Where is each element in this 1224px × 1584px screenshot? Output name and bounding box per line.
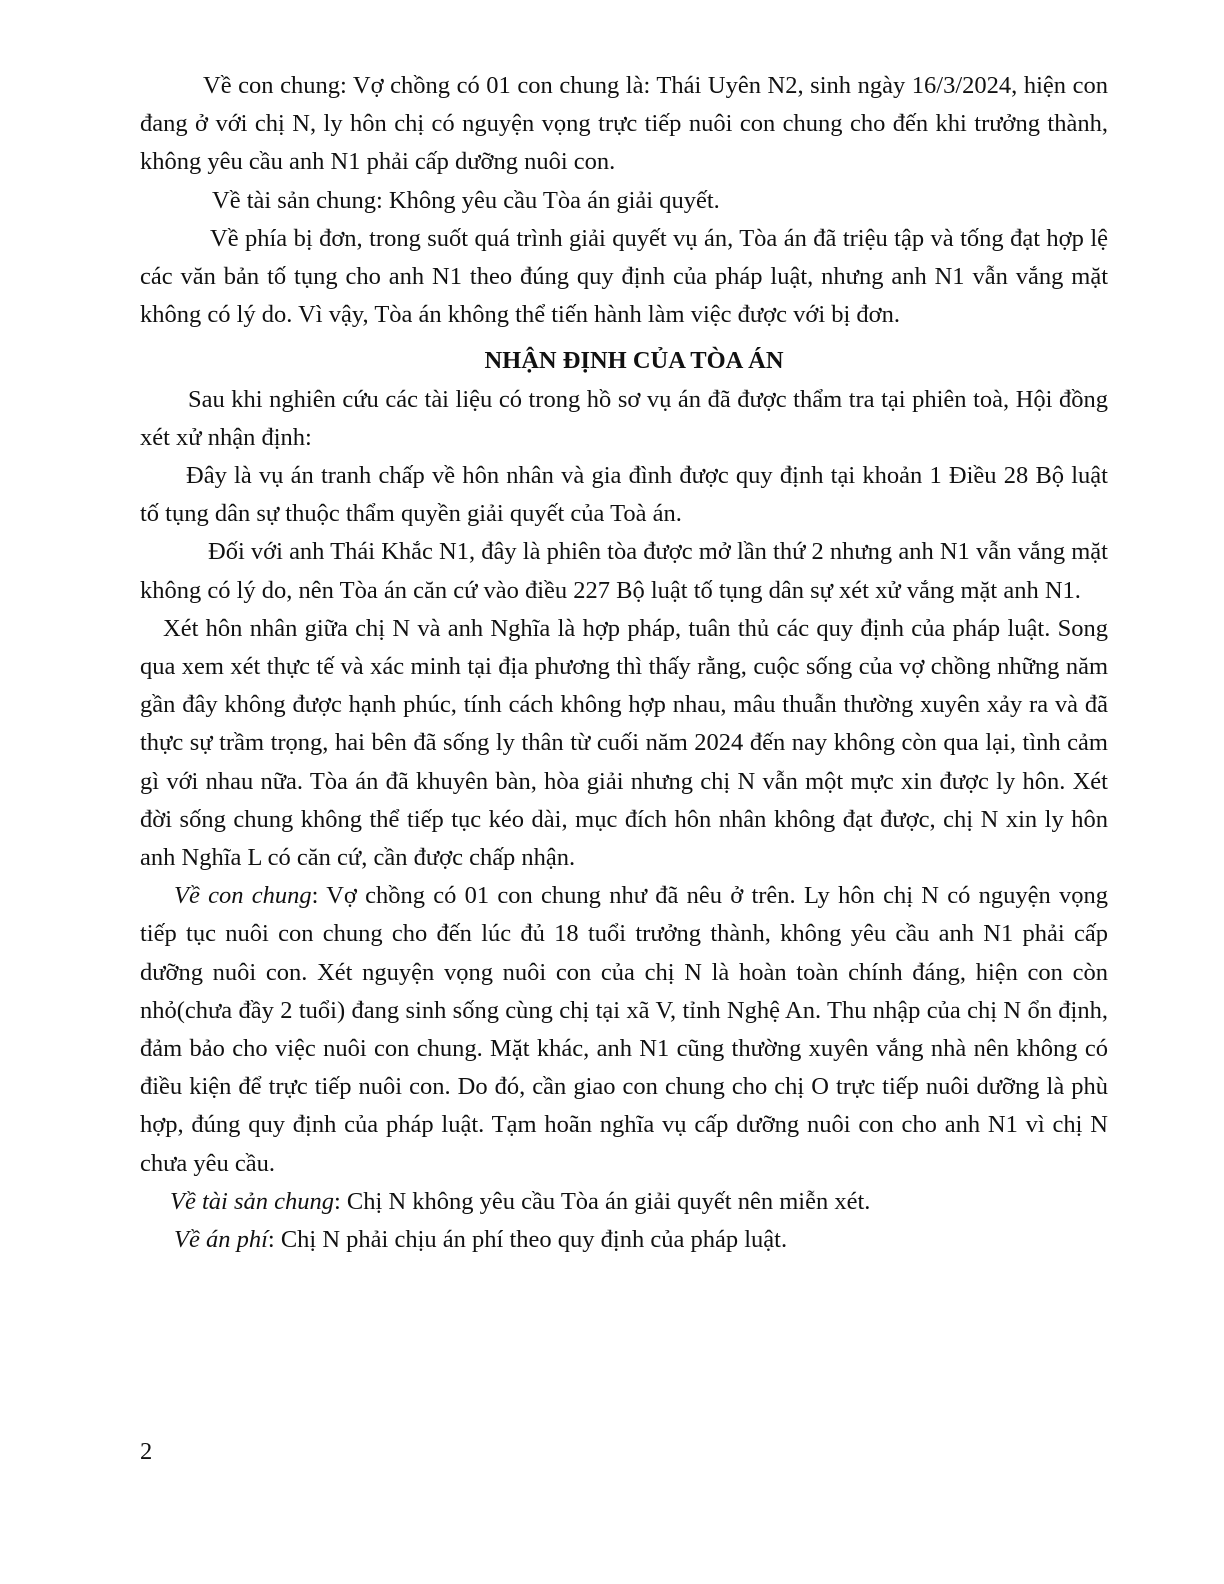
section-heading: NHẬN ĐỊNH CỦA TÒA ÁN [484, 347, 784, 375]
paragraph-property-summary: Về tài sản chung: Không yêu cầu Tòa án giải quyết. [212, 186, 720, 214]
paragraph-fees [140, 1221, 1108, 1259]
fees-label: Về án phí [174, 1226, 268, 1254]
fees-text: : Chị N phải chịu án phí theo quy định của pháp luật. [267, 1226, 788, 1254]
paragraph-finding-marriage: Xét hôn nhân giữa chị N và anh Nghĩa là hợp pháp, tuân thủ các quy định của pháp luật. Song qua xem xét thực tế và xác minh tại địa phương thì thấy rằng, cuộc sống của vợ chồng những năm gần đây không được hạnh phúc, tính cách không hợp nhau, mâu thuẫn thường xuyên xảy ra và đã thực sự trầm trọng, hai bên đã sống ly thân từ cuối năm 2024 đến nay không còn qua lại, tình cảm gì với nhau nữa. Tòa án đã khuyên bàn, hòa giải nhưng chị N vẫn một mực xin được ly hôn. Xét đời sống chung không thể tiếp tục kéo dài, mục đích hôn nhân không đạt được, chị N xin ly hôn anh Nghĩa L có căn cứ, cần được chấp nhận. [140, 614, 1108, 872]
paragraph-finding-intro: Sau khi nghiên cứu các tài liệu có trong hồ sơ vụ án đã được thẩm tra tại phiên toà, Hội đồng xét xử nhận định: [140, 385, 1108, 451]
paragraph-finding-jurisdiction: Đây là vụ án tranh chấp về hôn nhân và gia đình được quy định tại khoản 1 Điều 28 Bộ luật tố tụng dân sự thuộc thẩm quyền giải quyết của Toà án. [140, 462, 1108, 528]
document-body [140, 67, 1108, 1259]
page-number: 2 [140, 1438, 153, 1465]
paragraph-children-summary: Về con chung: Vợ chồng có 01 con chung là: Thái Uyên N2, sinh ngày 16/3/2024, hiện con đang ở với chị N, ly hôn chị có nguyện vọng trực tiếp nuôi con chung cho đến khi trưởng thành, không yêu cầu anh N1 phải cấp dưỡng nuôi con. [140, 72, 1108, 176]
paragraph-finding-absence: Đối với anh Thái Khắc N1, đây là phiên tòa được mở lần thứ 2 nhưng anh N1 vẫn vắng mặt không có lý do, nên Tòa án căn cứ vào điều 227 Bộ luật tố tụng dân sự xét xử vắng mặt anh N1. [140, 538, 1108, 604]
paragraph-children [140, 877, 1108, 1183]
property-text: : Chị N không yêu cầu Tòa án giải quyết nên miễn xét. [334, 1187, 871, 1215]
children-text: : Vợ chồng có 01 con chung như đã nêu ở trên. Ly hôn chị N có nguyện vọng tiếp tục nuôi con chung cho đến lúc đủ 18 tuổi trưởng thành, không yêu cầu anh N1 phải cấp dưỡng nuôi con. Xét nguyện vọng nuôi con của chị N là hoàn toàn chính đáng, hiện con còn nhỏ(chưa đầy 2 tuổi) đang sinh sống cùng chị tại xã V, tỉnh Nghệ An. Thu nhập của chị N ổn định, đảm bảo cho việc nuôi con chung. Mặt khác, anh N1 cũng thường xuyên vắng nhà nên không có điều kiện để trực tiếp nuôi con. Do đó, cần giao con chung cho chị O trực tiếp nuôi dưỡng là phù hợp, đúng quy định của pháp luật. Tạm hoãn nghĩa vụ cấp dưỡng nuôi con cho anh N1 vì chị N chưa yêu cầu. [140, 882, 1108, 1177]
paragraph-defendant: Về phía bị đơn, trong suốt quá trình giải quyết vụ án, Tòa án đã triệu tập và tống đạt hợp lệ các văn bản tố tụng cho anh N1 theo đúng quy định của pháp luật, nhưng anh N1 vẫn vắng mặt không có lý do. Vì vậy, Tòa án không thể tiến hành làm việc được với bị đơn. [140, 224, 1108, 329]
paragraph-property [140, 1183, 1108, 1221]
property-label: Về tài sản chung [170, 1187, 334, 1215]
children-label: Về con chung [174, 882, 312, 910]
